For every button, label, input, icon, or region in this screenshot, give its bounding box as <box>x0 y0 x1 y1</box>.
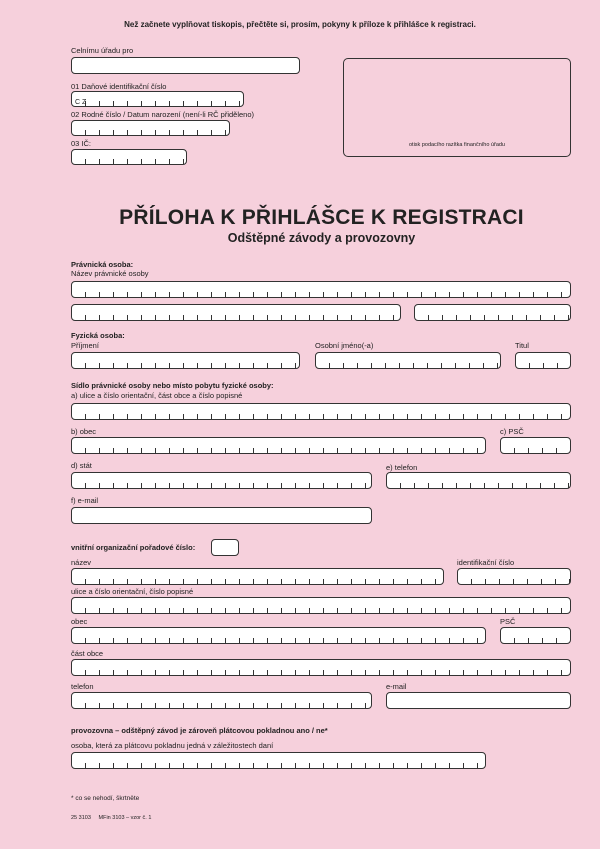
branch-street-field[interactable] <box>71 597 571 614</box>
branch-email-label: e-mail <box>386 682 407 691</box>
branch-order-label: vnitřní organizační pořadové číslo: <box>71 543 196 552</box>
branch-id-label: identifikační číslo <box>457 558 515 567</box>
seat-street-label: a) ulice a číslo orientační, část obce a číslo popisné <box>71 391 243 400</box>
seat-state-field[interactable] <box>71 472 372 489</box>
cash-person-field[interactable] <box>71 752 486 769</box>
form-code: 25 3103 MFin 3103 – vzor č. 1 <box>71 815 152 821</box>
legal-name-label: Název právnické osoby <box>71 269 149 278</box>
branch-name-field[interactable] <box>71 568 444 585</box>
branch-phone-field[interactable] <box>71 692 372 709</box>
legal-name-field-3[interactable] <box>414 304 571 321</box>
seat-phone-label: e) telefon <box>386 463 418 472</box>
form-subtitle: Odštěpné závody a provozovny <box>227 231 416 245</box>
ic-label: 03 IČ: <box>71 139 92 148</box>
seat-phone-field[interactable] <box>386 472 571 489</box>
seat-street-field[interactable] <box>71 403 571 420</box>
first-name-label: Osobní jméno(-a) <box>315 341 374 350</box>
seat-heading: Sídlo právnické osoby nebo místo pobytu fyzické osoby: <box>71 381 274 390</box>
branch-district-label: část obce <box>71 649 104 658</box>
branch-zip-field[interactable] <box>500 627 571 644</box>
stamp-box <box>343 58 571 157</box>
rc-field[interactable] <box>71 120 230 136</box>
branch-name-label: název <box>71 558 92 567</box>
branch-town-label: obec <box>71 617 88 626</box>
seat-email-field[interactable] <box>71 507 372 524</box>
seat-state-label: d) stát <box>71 461 92 470</box>
instructions-note: Než začnete vyplňovat tiskopis, přečtěte si, prosím, pokyny k příloze k přihlášce k registraci. <box>124 20 476 29</box>
office-field[interactable] <box>71 57 300 74</box>
seat-zip-label: c) PSČ <box>500 427 524 436</box>
title-label: Titul <box>515 341 529 350</box>
cash-person-label: osoba, která za plátcovu pokladnu jedná v záležitostech daní <box>71 741 274 750</box>
office-label: Celnímu úřadu pro <box>71 46 134 55</box>
rc-label: 02 Rodné číslo / Datum narození (není-li RČ přiděleno) <box>71 110 255 119</box>
branch-order-field[interactable] <box>211 539 239 556</box>
branch-town-field[interactable] <box>71 627 486 644</box>
form-title: PŘÍLOHA K PŘIHLÁŠCE K REGISTRACI <box>119 206 524 229</box>
legal-person-heading: Právnická osoba: <box>71 260 134 269</box>
natural-person-heading: Fyzická osoba: <box>71 331 125 340</box>
first-name-field[interactable] <box>315 352 501 369</box>
ic-field[interactable] <box>71 149 187 165</box>
seat-town-label: b) obec <box>71 427 97 436</box>
branch-district-field[interactable] <box>71 659 571 676</box>
surname-label: Příjmení <box>71 341 99 350</box>
footnote: * co se nehodí, škrtněte <box>71 795 140 802</box>
legal-name-field-2[interactable] <box>71 304 401 321</box>
seat-email-label: f) e-mail <box>71 496 99 505</box>
legal-name-field-1[interactable] <box>71 281 571 298</box>
branch-email-field[interactable] <box>386 692 571 709</box>
seat-town-field[interactable] <box>71 437 486 454</box>
seat-zip-field[interactable] <box>500 437 571 454</box>
dic-field[interactable] <box>71 91 244 107</box>
branch-phone-label: telefon <box>71 682 94 691</box>
surname-field[interactable] <box>71 352 300 369</box>
dic-label: 01 Daňové identifikační číslo <box>71 82 167 91</box>
cash-question: provozovna – odštěpný závod je zároveň plátcovou pokladnou ano / ne* <box>71 726 328 735</box>
title-field[interactable] <box>515 352 571 369</box>
stamp-caption: otisk podacího razítka finančního úřadu <box>408 142 505 148</box>
branch-street-label: ulice a číslo orientační, číslo popisné <box>71 587 194 596</box>
branch-id-field[interactable] <box>457 568 571 585</box>
branch-zip-label: PSČ <box>500 617 516 626</box>
dic-prefix: C Z <box>75 99 87 106</box>
